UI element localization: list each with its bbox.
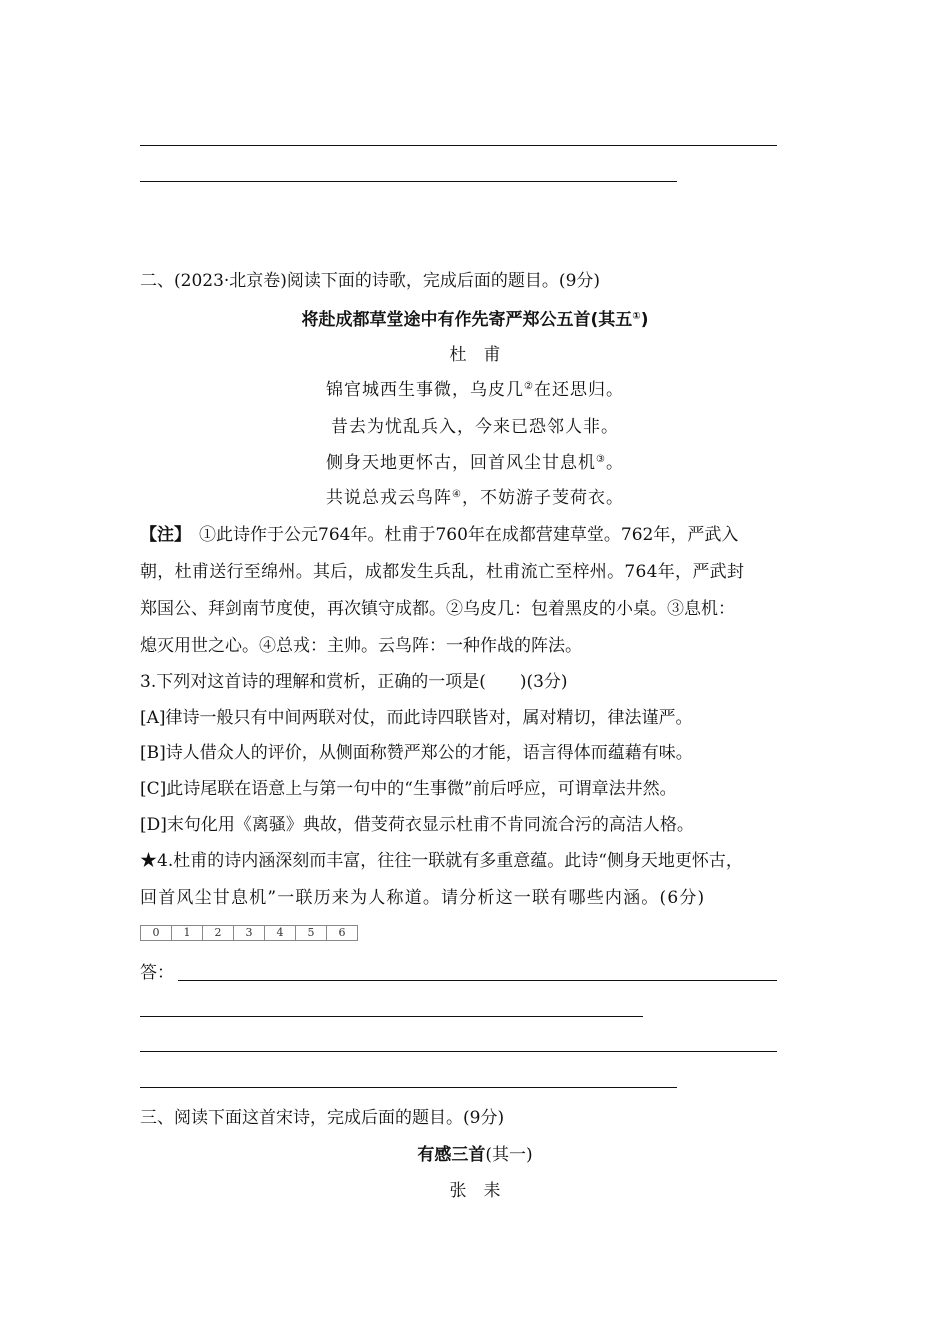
answer-line xyxy=(140,181,677,182)
section3-heading: 三、阅读下面这首宋诗，完成后面的题目。(9分) xyxy=(140,1108,505,1128)
score-box[interactable]: 2 xyxy=(203,926,234,940)
poem-line-text: 共说总戎云鸟阵 xyxy=(326,488,453,508)
poem-title xyxy=(0,1147,950,1164)
score-box[interactable]: 6 xyxy=(338,926,346,939)
note-line xyxy=(140,527,738,544)
poem-author: 张 耒 xyxy=(449,1181,501,1201)
option-c[interactable]: [C]此诗尾联在语意上与第一句中的“生事微”前后呼应，可谓章法井然。 xyxy=(140,779,677,799)
poem-line-text: 在还思归。 xyxy=(533,380,624,400)
score-box[interactable]: 1 xyxy=(172,926,203,940)
question-4-stem: ★4.杜甫的诗内涵深刻而丰富，往往一联就有多重意蕴。此诗“侧身天地更怀古， xyxy=(140,851,743,871)
answer-label: 答： xyxy=(140,963,174,983)
poem-title-text: 有感三首 xyxy=(417,1145,486,1165)
option-a[interactable]: [A]律诗一般只有中间两联对仗，而此诗四联皆对，属对精切，律法谨严。 xyxy=(140,708,693,728)
answer-line[interactable] xyxy=(140,1051,777,1052)
footnote-marker: ③ xyxy=(596,454,606,465)
footnote-marker: ② xyxy=(524,381,534,392)
poem-title-close: ) xyxy=(640,310,649,330)
poem-line-text: 。 xyxy=(605,453,624,473)
note-text: ①此诗作于公元764年。杜甫于760年在成都营建草堂。762年，严武入 xyxy=(199,525,739,545)
poem-title-suffix: (其一) xyxy=(485,1145,533,1165)
poem-author: 杜 甫 xyxy=(449,345,501,365)
question-4-stem: 回首风尘甘息机”一联历来为人称道。请分析这一联有哪些内涵。(6分) xyxy=(140,888,706,908)
score-box[interactable]: 4 xyxy=(265,926,296,940)
question-3-stem: 3.下列对这首诗的理解和赏析，正确的一项是( )(3分) xyxy=(140,672,568,692)
poem-line xyxy=(0,419,950,436)
poem-title xyxy=(0,312,950,329)
answer-line[interactable] xyxy=(140,1087,677,1088)
note-line: 郑国公、拜剑南节度使，再次镇守成都。②乌皮几：包着黑皮的小桌。③息机： xyxy=(140,599,735,619)
poem-line-text: 锦官城西生事微，乌皮几 xyxy=(326,380,525,400)
option-b[interactable]: [B]诗人借众人的评价，从侧面称赞严郑公的才能，语言得体而蕴藉有味。 xyxy=(140,743,693,763)
poem-line xyxy=(0,455,950,472)
answer-line[interactable] xyxy=(140,1016,643,1017)
note-label: 【注】 xyxy=(140,525,191,545)
score-box[interactable]: 0 xyxy=(141,926,172,940)
footnote-marker: ④ xyxy=(452,489,462,500)
poem-line-text: 昔去为忧乱兵入，今来已恐邻人非。 xyxy=(331,417,619,437)
answer-line[interactable] xyxy=(178,980,777,981)
score-box[interactable]: 5 xyxy=(296,926,327,940)
score-boxes xyxy=(140,925,358,941)
poem-line xyxy=(0,382,950,399)
section2-heading: 二、(2023·北京卷)阅读下面的诗歌，完成后面的题目。(9分) xyxy=(140,271,601,291)
poem-line xyxy=(0,490,950,507)
option-d[interactable]: [D]末句化用《离骚》典故，借芰荷衣显示杜甫不肯同流合污的高洁人格。 xyxy=(140,815,694,835)
note-line: 熄灭用世之心。④总戎：主帅。云鸟阵：一种作战的阵法。 xyxy=(140,636,582,656)
score-box[interactable]: 3 xyxy=(234,926,265,940)
note-line: 朝，杜甫送行至绵州。其后，成都发生兵乱，杜甫流亡至梓州。764年，严武封 xyxy=(140,562,745,582)
poem-title-text: 将赴成都草堂途中有作先寄严郑公五首(其五 xyxy=(301,310,633,330)
answer-line xyxy=(140,145,777,146)
poem-line-text: ，不妨游子芰荷衣。 xyxy=(461,488,624,508)
footnote-marker: ① xyxy=(632,311,641,322)
poem-line-text: 侧身天地更怀古，回首风尘甘息机 xyxy=(326,453,597,473)
